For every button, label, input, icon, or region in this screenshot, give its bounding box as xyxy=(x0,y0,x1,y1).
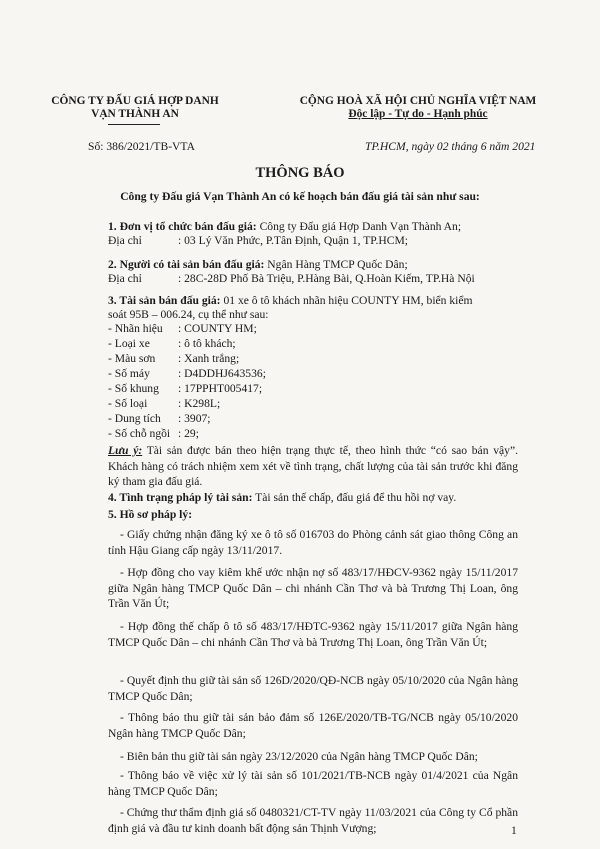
address-key: Địa chỉ xyxy=(108,272,142,285)
section-2 xyxy=(108,258,408,272)
legal-item: - Quyết định thu giữ tài sản số 126D/2020/QĐ-NCB ngày 05/10/2020 của Ngân hàng TMCP Quốc Dân; xyxy=(108,674,518,703)
address-key: Địa chỉ xyxy=(108,234,142,247)
spec-row xyxy=(108,352,239,366)
spec-row xyxy=(108,397,220,411)
section-2-value: Ngân Hàng TMCP Quốc Dân; xyxy=(264,258,408,271)
legal-item: - Hợp đồng cho vay kiêm khế ước nhận nợ số 483/17/HĐCV-9362 ngày 15/11/2017 giữa Ngân hàng TMCP Quốc Dân – chi nhánh Cần Thơ và bà Trương Thị Loan, ông Trần Văn Út; xyxy=(108,566,518,610)
spec-value: : 17PPHT005417; xyxy=(178,382,263,395)
section-5-colon: : xyxy=(188,508,193,521)
section-3-label: 3. Tài sản bán đấu giá: xyxy=(108,294,221,307)
section-1 xyxy=(108,220,461,234)
address-value: : 03 Lý Văn Phức, P.Tân Định, Quận 1, TP.HCM; xyxy=(178,234,409,247)
document-subtitle: Công ty Đấu giá Vạn Thành An có kế hoạch bán đấu giá tài sản như sau: xyxy=(120,190,480,203)
spec-key: - Số máy xyxy=(108,367,150,380)
section-1-address xyxy=(108,234,408,248)
legal-item: - Biên bản thu giữ tài sản ngày 23/12/2020 của Ngân hàng TMCP Quốc Dân; xyxy=(120,750,478,763)
spec-value: : Xanh trắng; xyxy=(178,352,240,365)
spec-key: - Nhãn hiệu xyxy=(108,322,163,335)
spec-key: - Loại xe xyxy=(108,337,150,350)
place-date: TP.HCM, ngày 02 tháng 6 năm 2021 xyxy=(365,140,536,153)
document-title: THÔNG BÁO xyxy=(255,165,345,181)
section-2-address xyxy=(108,272,475,286)
section-2-label: 2. Người có tài sản bán đấu giá: xyxy=(108,258,265,271)
legal-item: - Thông báo thu giữ tài sản bảo đảm số 126E/2020/TB-TG/NCB ngày 05/10/2020 Ngân hàng TMCP Quốc Dân; xyxy=(108,711,518,740)
section-3-line1: 01 xe ô tô khách nhãn hiệu COUNTY HM, biển kiểm xyxy=(220,294,473,307)
spec-row xyxy=(108,427,199,441)
legal-item: - Hợp đồng thế chấp ô tô số 483/17/HĐTC-9362 ngày 15/11/2017 giữa Ngân hàng TMCP Quốc Dân – chi nhánh Cần Thơ và bà Trương Thị Loan, ông Trần Văn Út; xyxy=(108,620,518,649)
section-3-line2: soát 95B – 006.24, cụ thể như sau: xyxy=(108,308,269,321)
spec-key: - Màu sơn xyxy=(108,352,156,365)
company-line2: VẠN THÀNH AN xyxy=(91,108,179,120)
spec-key: - Số loại xyxy=(108,397,148,410)
spec-row xyxy=(108,382,262,396)
legal-item: - Chứng thư thẩm định giá số 0480321/CT-TV ngày 11/03/2021 của Công ty Cổ phần định giá và đầu tư kinh doanh bất động sản Thịnh Vượng; xyxy=(108,806,518,835)
spec-row xyxy=(108,322,257,336)
section-5-heading xyxy=(108,508,192,522)
spec-value: : COUNTY HM; xyxy=(178,322,257,335)
section-5-label: 5. Hồ sơ pháp lý xyxy=(108,508,189,521)
republic-title: CỘNG HOÀ XÃ HỘI CHỦ NGHĨA VIỆT NAM xyxy=(299,95,537,107)
spec-key: - Số chỗ ngồi xyxy=(108,427,171,440)
legal-item: - Giấy chứng nhận đăng ký xe ô tô số 016703 do Phòng cảnh sát giao thông Công an tỉnh Hậu Giang cấp ngày 13/11/2017. xyxy=(108,528,518,557)
national-motto: Độc lập - Tự do - Hạnh phúc xyxy=(348,108,488,120)
spec-row xyxy=(108,412,211,426)
spec-value: : K298L; xyxy=(178,397,221,410)
spec-value: : 29; xyxy=(178,427,199,440)
document-number: Số: 386/2021/TB-VTA xyxy=(88,140,195,153)
section-3 xyxy=(108,294,473,308)
address-value: : 28C-28D Phố Bà Triệu, P.Hàng Bài, Q.Hoàn Kiếm, TP.Hà Nội xyxy=(178,272,475,285)
section-1-value: Công ty Đấu giá Hợp Danh Vạn Thành An; xyxy=(256,220,462,233)
section-4-label: 4. Tình trạng pháp lý tài sản: xyxy=(108,491,253,504)
spec-value: : ô tô khách; xyxy=(178,337,236,350)
spec-row xyxy=(108,367,266,381)
section-1-label: 1. Đơn vị tổ chức bán đấu giá: xyxy=(108,220,257,233)
page-number: 1 xyxy=(511,824,517,837)
section-4 xyxy=(108,491,456,505)
company-name xyxy=(50,95,220,121)
note-text: Tài sản được bán theo hiện trạng thực tế, theo hình thức “có sao bán vậy”. Khách hàng có trách nhiệm xem xét về tình trạng, chất lượng của tài sản trước khi đăng ký tham gia đấu giá. xyxy=(108,444,518,488)
section-4-value: Tài sản thế chấp, đấu giá để thu hồi nợ vay. xyxy=(252,491,457,504)
note-label: Lưu ý: xyxy=(108,444,143,457)
company-underline xyxy=(108,124,160,125)
spec-key: - Dung tích xyxy=(108,412,161,425)
spec-key: - Số khung xyxy=(108,382,159,395)
legal-item: - Thông báo về việc xử lý tài sản số 101/2021/TB-NCB ngày 01/4/2021 của Ngân hàng TMCP Quốc Dân; xyxy=(108,769,518,798)
spec-value: : 3907; xyxy=(178,412,211,425)
spec-value: : D4DDHJ643536; xyxy=(178,367,266,380)
company-line1: CÔNG TY ĐẤU GIÁ HỢP DANH xyxy=(51,95,219,107)
note-paragraph xyxy=(108,443,518,490)
national-header xyxy=(268,95,568,121)
spec-row xyxy=(108,337,236,351)
